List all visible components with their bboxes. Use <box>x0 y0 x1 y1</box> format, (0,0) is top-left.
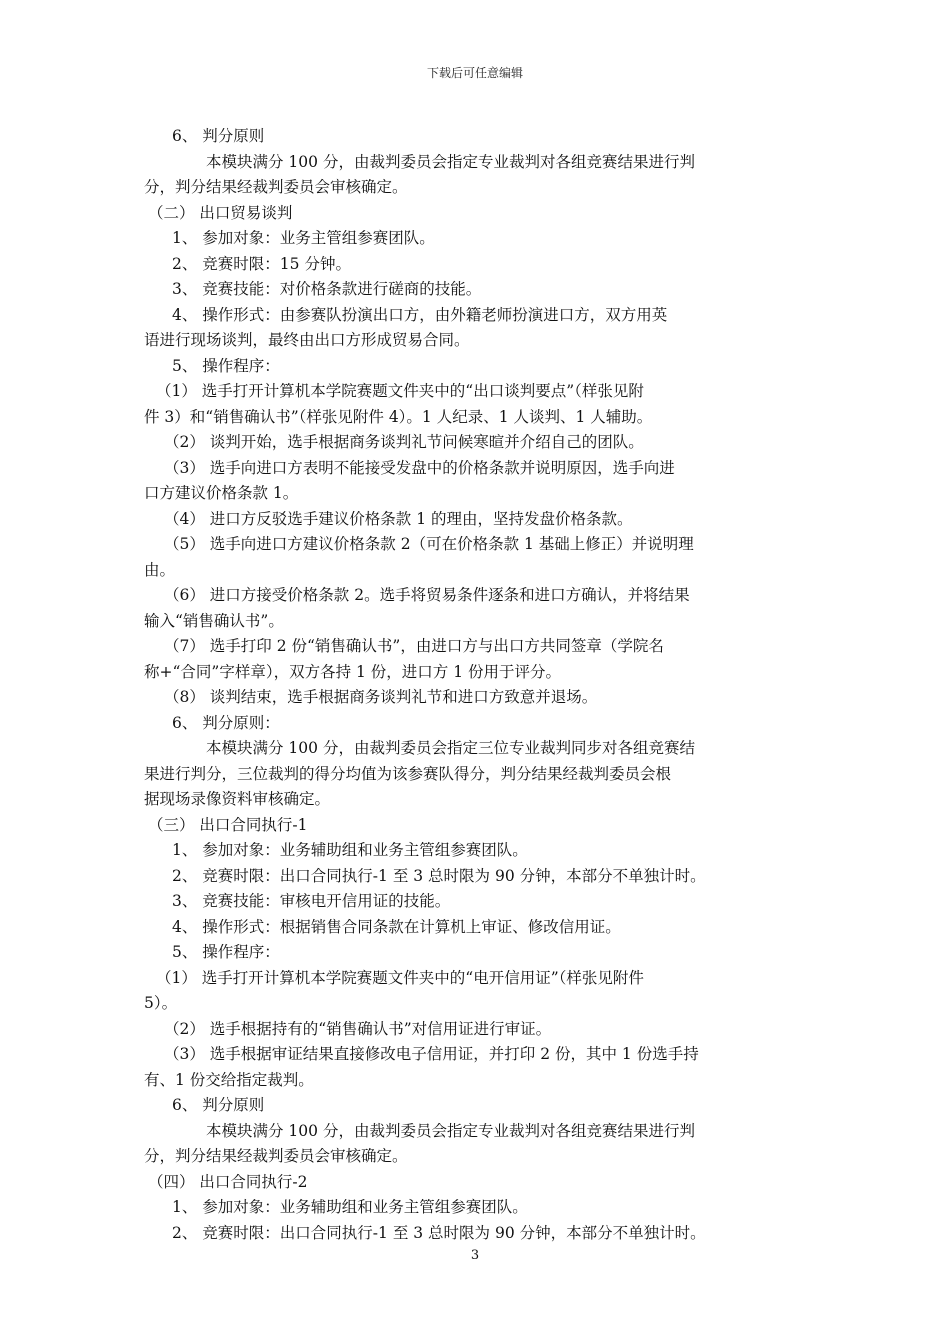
text-line: （1） 选手打开计算机本学院赛题文件夹中的“出口谈判要点”（样张见附 <box>156 382 644 400</box>
page-header: 下载后可任意编辑 <box>426 66 523 80</box>
text-line: 4、 操作形式：根据销售合同条款在计算机上审证、修改信用证。 <box>172 917 621 936</box>
text-line: 5、 操作程序： <box>172 356 280 375</box>
text-line: 有、1 份交给指定裁判。 <box>144 1070 314 1089</box>
text-line: 1、 参加对象：业务辅助组和业务主管组参赛团队。 <box>172 841 528 859</box>
text-line: （8） 谈判结束，选手根据商务谈判礼节和进口方致意并退场。 <box>164 688 598 706</box>
text-line: （7） 选手打印 2 份“销售确认书”，由进口方与出口方共同签章（学院名 <box>164 637 664 655</box>
text-line: 件 3）和“销售确认书”（样张见附件 4）。1 人纪录、1 人谈判、1 人辅助。 <box>144 407 653 426</box>
text-line: 本模块满分 100 分，由裁判委员会指定专业裁判对各组竞赛结果进行判 <box>206 1121 695 1140</box>
text-line: 6、 判分原则 <box>172 127 265 145</box>
text-line: 2、 竞赛时限：出口合同执行-1 至 3 总时限为 90 分钟，本部分不单独计时。 <box>172 1223 706 1242</box>
text-line: 本模块满分 100 分，由裁判委员会指定三位专业裁判同步对各组竞赛结 <box>206 739 695 757</box>
text-line: （二） 出口贸易谈判 <box>148 203 293 222</box>
text-line: 5）。 <box>144 994 178 1012</box>
text-line: 据现场录像资料审核确定。 <box>144 790 331 808</box>
text-line: 分，判分结果经裁判委员会审核确定。 <box>144 178 408 196</box>
text-line: （三） 出口合同执行-1 <box>148 815 308 834</box>
text-line: 本模块满分 100 分，由裁判委员会指定专业裁判对各组竞赛结果进行判 <box>206 152 695 171</box>
text-line: 称+“合同”字样章），双方各持 1 份，进口方 1 份用于评分。 <box>144 662 562 681</box>
text-line: 4、 操作形式：由参赛队扮演出口方，由外籍老师扮演进口方，双方用英 <box>172 305 668 324</box>
text-line: （四） 出口合同执行-2 <box>148 1172 308 1191</box>
text-line: 由。 <box>144 560 176 579</box>
text-line: 1、 参加对象：业务主管组参赛团队。 <box>172 229 435 247</box>
document-body <box>144 124 806 1246</box>
text-line: 1、 参加对象：业务辅助组和业务主管组参赛团队。 <box>172 1198 528 1216</box>
text-line: （4） 进口方反驳选手建议价格条款 1 的理由，坚持发盘价格条款。 <box>164 509 633 528</box>
text-line: 2、 竞赛时限：15 分钟。 <box>172 254 351 273</box>
text-line: （3） 选手向进口方表明不能接受发盘中的价格条款并说明原因，选手向进 <box>164 458 675 477</box>
text-line: 果进行判分，三位裁判的得分均值为该参赛队得分，判分结果经裁判委员会根 <box>144 764 672 783</box>
text-line: 语进行现场谈判，最终由出口方形成贸易合同。 <box>144 331 470 349</box>
page-number: 3 <box>470 1248 480 1263</box>
text-line: （1） 选手打开计算机本学院赛题文件夹中的“电开信用证”（样张见附件 <box>156 968 644 987</box>
text-line: （6） 进口方接受价格条款 2。选手将贸易条件逐条和进口方确认，并将结果 <box>164 586 690 604</box>
text-line: （5） 选手向进口方建议价格条款 2（可在价格条款 1 基础上修正）并说明理 <box>164 535 694 553</box>
text-line: （2） 谈判开始，选手根据商务谈判礼节问候寒暄并介绍自己的团队。 <box>164 433 644 451</box>
text-line: 5、 操作程序： <box>172 943 280 961</box>
text-line: 6、 判分原则： <box>172 713 280 732</box>
text-line: （3） 选手根据审证结果直接修改电子信用证，并打印 2 份，其中 1 份选手持 <box>164 1045 699 1063</box>
text-line: 分，判分结果经裁判委员会审核确定。 <box>144 1147 408 1165</box>
text-line: 3、 竞赛技能：审核电开信用证的技能。 <box>172 892 451 910</box>
text-line: 3、 竞赛技能：对价格条款进行磋商的技能。 <box>172 280 482 298</box>
text-line: 6、 判分原则 <box>172 1096 265 1114</box>
text-line: 口方建议价格条款 1。 <box>144 484 299 502</box>
text-line: 输入“销售确认书”。 <box>144 611 284 630</box>
text-line: （2） 选手根据持有的“销售确认书”对信用证进行审证。 <box>164 1019 552 1038</box>
text-line: 2、 竞赛时限：出口合同执行-1 至 3 总时限为 90 分钟，本部分不单独计时。 <box>172 866 706 885</box>
